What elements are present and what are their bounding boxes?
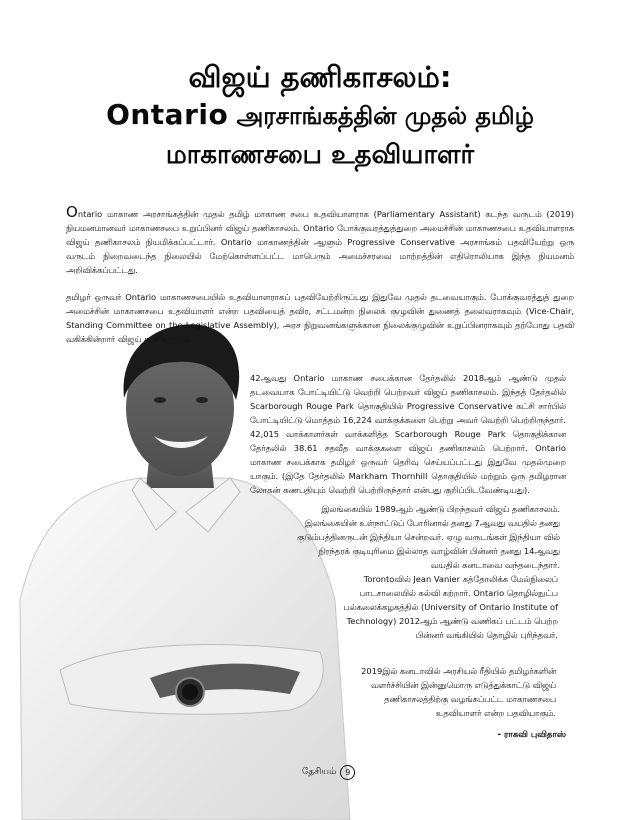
intro-paragraph (66, 203, 574, 277)
author-signature: - ராகவி புவிதாஸ் (497, 730, 566, 740)
article-headline (40, 58, 600, 175)
paragraph-conclusion: 2019இல் கனடாவில் அரசியல் ரீதியில் தமிழர்களின் வளர்ச்சியின் இன்னுமொரு எடுத்துக்காட்டு விஜய் தணிகாசலத்திற்கு வழங்கப்பட்ட மாகாணசபை உதவியாளர் என்ற பதவியாகும். (361, 666, 556, 718)
headline-ontario: Ontario (106, 98, 229, 131)
paragraph-education: Torontoவில் Jean Vanier கத்தோலிக்க மேல்நிலைப் பாடசாலையில் கல்வி கற்றார். Ontario தொழில்நுட்ப பல்கலைக்கழகத்தில் (University of Ontario Institute of Technology) 2012ஆம் ஆண்டு வணிகப் பட்டம் பெற்ற பின்னர் வங்கியில் தொழில் புரிந்தவர். (343, 574, 558, 640)
drop-cap: O (66, 203, 78, 221)
headline-line-1: விஜய் தணிகாசலம்: (188, 60, 452, 94)
headline-line-2-tamil: அரசாங்கத்தின் முதல் தமிழ் (228, 102, 534, 130)
paragraph-early-life: இலங்கையில் 1989ஆம் ஆண்டு பிறந்தவர் விஜய் தணிகாசலம். இலங்கையின் உள்நாட்டுப் போரினால் தனது 7ஆவது வயதில் தனது குடும்பத்தினருடன் இந்தியா சென்றவர். ஏழு வருடங்கள் இந்தியா வில் நிரந்தரக் குடியுரிமை இல்லாத வாழ்வின் பின்னர் தனது 14ஆவது வயதில் கனடாவை வந்தடைந்தார். (297, 504, 560, 570)
paragraph-election: 42ஆவது Ontario மாகாண சபைக்கான தேர்தலில் 2018ஆம் ஆண்டு முதல் தடவையாக போட்டியிட்டு வெற்றி பெற்றவர் விஜய் தணிகாசலம். இந்தத் தேர்தலில் Scarborough Rouge Park தொகுதியில் Progressive Conservative கட்சி சார்பில் போட்டியிட்டு மொத்தம் 16,224 வாக்குக்களை பெற்று அவர் வெற்றி பெற்றிருந்தார். 42,015 வாக்காளர்கள் வாக்களித்த Scarborough Rouge Park தொகுதிக்கான தேர்தலில் 38.61 சதவீத வாக்குகளை விஜய் தணிகாசலம் பெற்றார். Ontario மாகாண சபைக்காக தமிழர் ஒருவர் தெரிவு செய்யப்பட்டது இதுவே முதல்முறை யாகும். (இதே தேர்தலில் Markham Thornhill தொகுதியில் மற்றும் ஒரு தமிழரான லோகன் கணபதியும் வெற்றி பெற்றிருந்தார் என்பது குறிப்பிடவேண்டியது). (250, 373, 566, 495)
publication-name: தேசியம் (302, 767, 337, 777)
paragraph-committees: தமிழர் ஒருவர் Ontario மாகாணசபையில் உதவியாளராகப் பதவியேற்றிருப்பது இதுவே முதல் தடவையாகும். போக்குவரத்துத் துறை அமைச்சின் மாகாணசபை உதவியாளர் என்ற பதவியைத் தவிர, சட்டமன்ற நிலைக் குழுவின் துணைத் தலைவராகவும் (Vice-Chair, Standing Committee on the Legislative Assembly), அரச நிறுவனங்களுக்கான நிலைக்குழுவின் உறுப்பினராகவும் தற்போது பதவி வகிக்கின்றார் விஜய் தணிகாசலம். (66, 292, 574, 344)
page-footer (302, 765, 355, 780)
intro-text: ntario மாகாண அரசாங்கத்தின் முதல் தமிழ் மாகாண சபை உதவியாளராக (Parliamentary Assistant) கடந்த வருடம் (2019) நியமனமானவர் மாகாணசபை உறுப்பினர் விஜய் தணிகாசலம். Ontario போக்குவரத்துத்துறை அமைச்சின் மாகாணசபை உதவியாளராக விஜய் தணிகாசலம் நியமிக்கப்பட்டார். Ontario மாகாணத்தின் ஆளும் Progressive Conservative அரசாங்கம் பதவியேற்று ஒரு வருடம் நிறைவடைந்த நிலையில் மேற்கொள்ளப்பட்ட மாபெரும் அமைச்சரவை மாற்றத்தின் எதிரொலியாக இந்த நியமனம் அறிவிக்கப்பட்டது. (66, 209, 574, 275)
headline-line-2 (40, 96, 600, 135)
headline-line-3: மாகாணசபை உதவியாளர் (165, 140, 475, 170)
page-number: 9 (340, 765, 355, 780)
